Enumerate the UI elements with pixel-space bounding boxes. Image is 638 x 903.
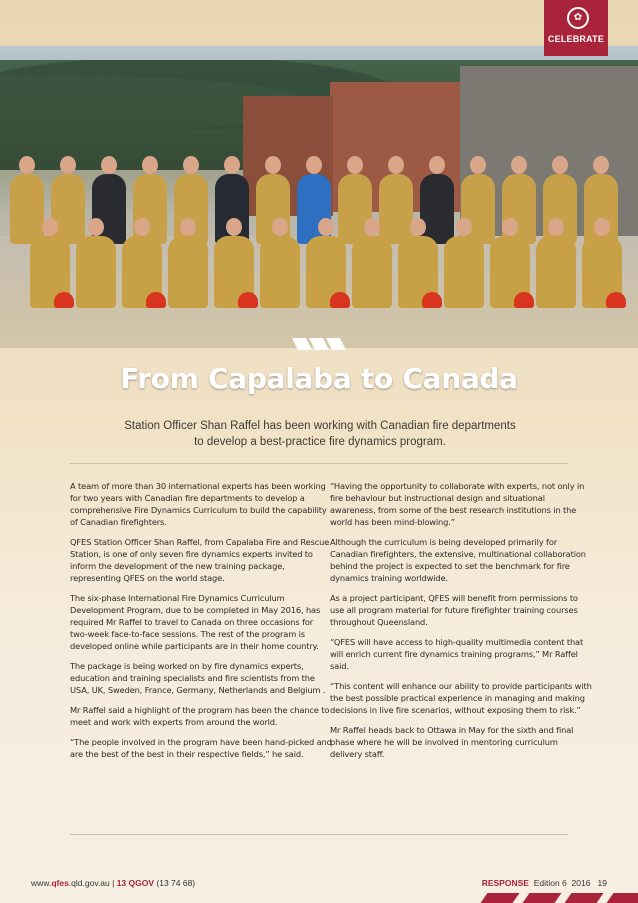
firefighter-head — [429, 156, 445, 174]
firefighter-figure — [536, 236, 576, 308]
paragraph: Although the curriculum is being developed primarily for Canadian firefighters, the extensive, multinational collaboration behind the project is expected to set the benchmark for fire dynamics training worldwide. — [330, 537, 586, 583]
article-column-left — [70, 481, 332, 769]
firefighter-figure — [10, 174, 44, 244]
paragraph: The six-phase International Fire Dynamics Curriculum Development Program, due to be completed in May 2016, has required Mr Raffel to travel to Canada on three occasions for two-week face-to-face sessions. The rest of the program is developed online while participants are in their home country. — [70, 593, 321, 651]
paragraph: A team of more than 30 international experts has been working for two years with Canadian fire departments to develop a comprehensive Fire Dynamics Curriculum to build the capability of Canadian firefighters. — [70, 481, 327, 527]
firefighter-head — [552, 156, 568, 174]
firefighter-head — [318, 218, 334, 236]
paragraph: Mr Raffel said a highlight of the program has been the chance to meet and work with experts from around the world. — [70, 705, 330, 727]
helmet-icon — [146, 292, 166, 308]
firefighter-head — [183, 156, 199, 174]
page-number: 19 — [597, 878, 607, 888]
firefighter-head — [88, 218, 104, 236]
firefighter-figure — [444, 236, 484, 308]
article-column-right — [330, 481, 592, 769]
firefighter-head — [594, 218, 610, 236]
photo-firefighters — [10, 144, 638, 314]
paragraph: “QFES will have access to high-quality multimedia content that will enrich current fire dynamics training programs,” Mr Raffel said. — [330, 637, 584, 671]
paragraph: QFES Station Officer Shan Raffel, from Capalaba Fire and Rescue Station, is one of only seven fire dynamics experts invited to inform the development of the new training package, representing QFES on the world stage. — [70, 537, 330, 583]
helmet-icon — [422, 292, 442, 308]
footer-url-main[interactable]: qfes — [51, 878, 69, 888]
firefighter-head — [593, 156, 609, 174]
helmet-icon — [514, 292, 534, 308]
group-photo — [0, 46, 638, 348]
stripe — [522, 893, 561, 903]
divider — [70, 463, 568, 464]
firefighter-figure — [420, 174, 454, 244]
firefighter-head — [19, 156, 35, 174]
paragraph: “The people involved in the program have been hand-picked and are the best of the best in their respective fields,” he said. — [70, 737, 332, 760]
firefighter-head — [306, 156, 322, 174]
firefighter-head — [347, 156, 363, 174]
year: 2016 — [571, 878, 591, 888]
firefighter-head — [410, 218, 426, 236]
paragraph: The package is being worked on by fire dynamics experts, education and training specialists and fire scientists from the USA, UK, Sweden, France, Germany, Netherlands and Belgium . — [70, 660, 326, 695]
firefighter-head — [42, 218, 58, 236]
paragraph: As a project participant, QFES will benefit from permissions to use all program material for future firefighter training courses throughout Queensland. — [330, 593, 578, 627]
helmet-icon — [54, 292, 74, 308]
stripe — [564, 893, 603, 903]
firefighter-figure — [168, 236, 208, 308]
firefighter-head — [60, 156, 76, 174]
footer-url-suffix[interactable]: .qld.gov.au — [68, 878, 110, 888]
subtitle-line: Station Officer Shan Raffel has been working with Canadian fire departments — [124, 420, 516, 432]
firefighter-head — [224, 156, 240, 174]
celebrate-label: CELEBRATE — [547, 34, 605, 44]
firefighter-head — [511, 156, 527, 174]
firefighter-head — [470, 156, 486, 174]
firefighter-figure — [76, 236, 116, 308]
article-title: From Capalaba to Canada — [120, 362, 518, 395]
firefighter-figure — [379, 174, 413, 244]
firefighter-head — [364, 218, 380, 236]
helmet-icon — [330, 292, 350, 308]
subtitle-line: to develop a best-practice fire dynamics program. — [194, 436, 446, 448]
footer-separator: | — [109, 878, 117, 888]
footer-publication — [482, 878, 607, 888]
footer-url-prefix[interactable]: www. — [31, 878, 52, 888]
firefighter-head — [142, 156, 158, 174]
divider — [70, 834, 568, 835]
footer-contact — [31, 878, 195, 888]
fire-extinguisher-icon: ✿ — [567, 7, 589, 29]
helmet-icon — [606, 292, 626, 308]
footer-phone-number: (13 74 68) — [154, 878, 196, 888]
footer-phone: 13 QGOV — [116, 878, 155, 888]
helmet-icon — [238, 292, 258, 308]
footer-stripes — [474, 893, 638, 903]
chevron-decoration-icon — [292, 338, 346, 350]
firefighter-head — [272, 218, 288, 236]
firefighter-head — [502, 218, 518, 236]
edition: Edition 6 — [533, 878, 567, 888]
firefighter-figure — [51, 174, 85, 244]
stripe — [480, 893, 519, 903]
firefighter-figure — [352, 236, 392, 308]
firefighter-head — [134, 218, 150, 236]
celebrate-tab — [544, 0, 608, 56]
publication-name: RESPONSE — [481, 878, 529, 888]
firefighter-head — [456, 218, 472, 236]
article-subtitle — [60, 418, 580, 450]
paragraph: Mr Raffel heads back to Ottawa in May for the sixth and final phase where he will be involved in mentoring curriculum delivery staff. — [330, 725, 574, 760]
firefighter-head — [548, 218, 564, 236]
firefighter-head — [180, 218, 196, 236]
firefighter-head — [226, 218, 242, 236]
firefighter-head — [265, 156, 281, 174]
paragraph: “Having the opportunity to collaborate with experts, not only in fire behaviour but instructional design and situational awareness, from some of the best research institutions in the world has been mind-blowing.” — [330, 481, 585, 527]
paragraph: “This content will enhance our ability to provide participants with the best possible practical experience in managing and making decisions in live fire scenarios, without exposing them to risk.” — [330, 681, 592, 716]
stripe — [606, 893, 638, 903]
firefighter-figure — [260, 236, 300, 308]
firefighter-head — [388, 156, 404, 174]
firefighter-head — [101, 156, 117, 174]
